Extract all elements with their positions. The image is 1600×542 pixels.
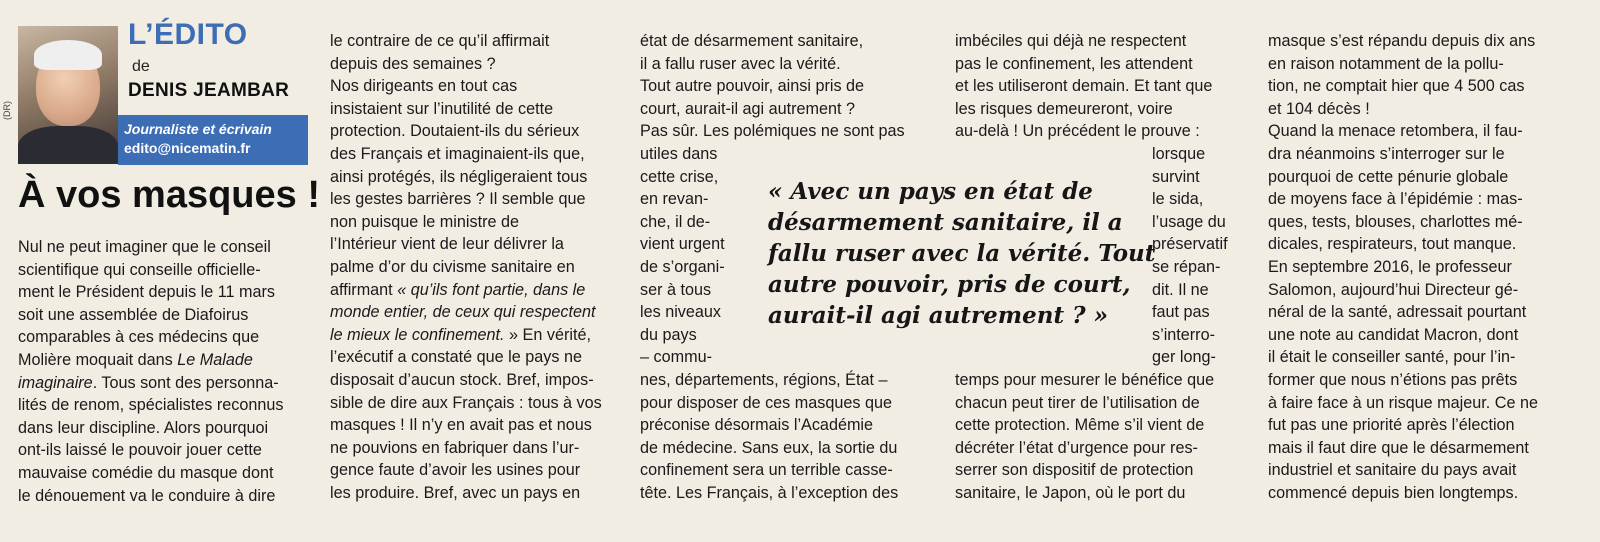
text-line: – commu- xyxy=(640,348,712,367)
text-line: protection. Doutaient-ils du sérieux xyxy=(330,122,580,141)
column-1 xyxy=(18,236,308,507)
text-line: s’interro- xyxy=(1152,325,1215,344)
column-3-top xyxy=(640,30,930,143)
pull-quote-line: aurait-il agi autrement ? » xyxy=(768,302,1108,329)
text-line: pourquoi de cette pénurie globale xyxy=(1268,167,1509,186)
text-line: le contraire de ce qu’il affirmait xyxy=(330,32,550,50)
text-line: masques ! Il n’y en avait pas et nous xyxy=(330,416,592,435)
text-line: lorsque xyxy=(1152,145,1206,163)
text-line: soit une assemblée de Diafoirus xyxy=(18,305,249,324)
text-line: dra néanmoins s’interroger sur le xyxy=(1268,144,1505,163)
text-line: fut pas une priorité après l’élection xyxy=(1268,416,1515,435)
text-line: former que nous n’étions pas prêts xyxy=(1268,370,1518,389)
text-line: faut pas xyxy=(1152,303,1210,322)
photo-hair xyxy=(34,40,102,70)
author-info-box xyxy=(118,115,308,165)
text-line: les gestes barrières ? Il semble que xyxy=(330,190,586,209)
text-line: non puisque le ministre de xyxy=(330,212,519,231)
text-line: dit. Il ne xyxy=(1152,280,1209,299)
author-photo xyxy=(18,26,118,164)
text-line: comparables à ces médecins que xyxy=(18,328,260,347)
column-5 xyxy=(1268,30,1578,504)
column-3-wrap xyxy=(640,143,750,369)
text-line: au-delà ! Un précédent le prouve : xyxy=(955,122,1200,141)
text-fragment: Molière moquait dans xyxy=(18,350,178,369)
text-line: ment le Président depuis le 11 mars xyxy=(18,283,276,302)
text-line: ne pouvions en fabriquer dans l’ur- xyxy=(330,438,580,457)
pull-quote-line: autre pouvoir, pris de court, xyxy=(768,271,1131,298)
text-line: cette protection. Même s’il vient de xyxy=(955,416,1205,435)
author-role: Journaliste et écrivain xyxy=(124,121,272,137)
pull-quote-line: désarmement sanitaire, il a xyxy=(768,209,1123,236)
text-line: dicales, respirateurs, tout manque. xyxy=(1268,235,1517,254)
text-line: pas le confinement, les attendent xyxy=(955,54,1193,73)
text-line: temps pour mesurer le bénéfice que xyxy=(955,371,1215,389)
text-line: serrer son dispositif de protection xyxy=(955,461,1194,480)
pull-quote-line: « Avec un pays en état de xyxy=(768,178,1093,205)
text-fragment: . Tous sont des personna- xyxy=(92,373,279,392)
text-line: mauvaise comédie du masque dont xyxy=(18,463,274,482)
text-line: ser à tous xyxy=(640,280,712,299)
text-line: se répan- xyxy=(1152,257,1221,276)
text-line: Nos dirigeants en tout cas xyxy=(330,77,518,96)
text-line: vient urgent xyxy=(640,235,725,254)
text-line: sible de dire aux Français : tous à vos xyxy=(330,393,602,412)
text-line: néral de la santé, adressait pourtant xyxy=(1268,303,1527,322)
text-line xyxy=(330,324,620,347)
text-line: tête. Les Français, à l’exception des xyxy=(640,483,899,502)
italic-title: Le Malade xyxy=(177,350,253,369)
text-line: lités de renom, spécialistes reconnus xyxy=(18,396,284,415)
text-line: depuis des semaines ? xyxy=(330,54,496,73)
text-line: insistaient sur l’inutilité de cette xyxy=(330,99,554,118)
text-line: tion, ne comptait hier que 4 500 cas xyxy=(1268,77,1525,96)
text-line: chacun peut tirer de l’utilisation de xyxy=(955,393,1200,412)
italic-title: imaginaire xyxy=(18,373,93,392)
text-line: les risques demeureront, voire xyxy=(955,99,1173,118)
text-line: il a fallu ruser avec la vérité. xyxy=(640,54,841,73)
text-line: Pas sûr. Les polémiques ne sont pas xyxy=(640,122,905,141)
section-label: L’ÉDITO xyxy=(128,18,248,51)
text-line: mais il faut dire que le désarmement xyxy=(1268,438,1529,457)
article-headline: À vos masques ! xyxy=(18,174,320,216)
photo-shoulders xyxy=(18,126,118,164)
text-line: ainsi protégés, ils négligeraient tous xyxy=(330,167,588,186)
text-line: industriel et sanitaire du pays avait xyxy=(1268,461,1517,480)
text-line: une note au candidat Macron, dont xyxy=(1268,325,1519,344)
text-line: commencé depuis bien longtemps. xyxy=(1268,483,1519,502)
text-line: et les utiliseront demain. Et tant que xyxy=(955,77,1213,96)
text-line: l’Intérieur vient de leur délivrer la xyxy=(330,235,564,254)
column-4-wrap xyxy=(1152,143,1252,369)
text-line: des Français et imaginaient-ils que, xyxy=(330,144,585,163)
pull-quote-line: fallu ruser avec la vérité. Tout xyxy=(768,240,1156,267)
author-email-link[interactable]: edito@nicematin.fr xyxy=(124,140,251,156)
text-line: palme d’or du civisme sanitaire en xyxy=(330,257,575,276)
text-line: et 104 décès ! xyxy=(1268,99,1370,118)
text-line: l’usage du xyxy=(1152,212,1226,231)
text-line: de moyens face à l’épidémie : mas- xyxy=(1268,190,1523,209)
text-line: le sida, xyxy=(1152,190,1204,209)
text-line: En septembre 2016, le professeur xyxy=(1268,257,1512,276)
column-3-bottom xyxy=(640,369,940,505)
text-line: masque s’est répandu depuis dix ans xyxy=(1268,32,1536,50)
text-line: état de désarmement sanitaire, xyxy=(640,32,864,50)
text-line: cette crise, xyxy=(640,167,719,186)
text-line: Tout autre pouvoir, ainsi pris de xyxy=(640,77,865,96)
text-line: en raison notamment de la pollu- xyxy=(1268,54,1504,73)
text-line: nes, départements, régions, État – xyxy=(640,371,888,389)
text-line: de s’organi- xyxy=(640,257,725,276)
text-line: préservatif xyxy=(1152,235,1228,254)
text-line: che, il de- xyxy=(640,212,711,231)
pull-quote xyxy=(768,176,1156,331)
text-line xyxy=(18,349,308,372)
byline-de: de xyxy=(132,58,150,75)
text-line: l’exécutif a constaté que le pays ne xyxy=(330,348,582,367)
column-4-top xyxy=(955,30,1245,143)
text-line: court, aurait-il agi autrement ? xyxy=(640,99,856,118)
text-line: Salomon, aujourd’hui Directeur gé- xyxy=(1268,280,1519,299)
text-line: préconise désormais l’Académie xyxy=(640,416,874,435)
text-line: disposait d’aucun stock. Bref, impos- xyxy=(330,370,594,389)
text-line: scientifique qui conseille officielle- xyxy=(18,260,261,279)
text-line: du pays xyxy=(640,325,697,344)
text-line: à faire face à un risque majeur. Ce ne xyxy=(1268,393,1538,412)
text-line: monde entier, de ceux qui respectent xyxy=(330,303,596,322)
text-line: en revan- xyxy=(640,190,709,209)
text-fragment: » En vérité, xyxy=(504,325,591,344)
text-line: le dénouement va le conduire à dire xyxy=(18,486,276,505)
text-line: survint xyxy=(1152,167,1200,186)
text-line: ont-ils laissé le pouvoir jouer cette xyxy=(18,441,262,460)
text-line: utiles dans xyxy=(640,145,718,163)
text-line: sanitaire, le Japon, où le port du xyxy=(955,483,1186,502)
text-line: dans leur discipline. Alors pourquoi xyxy=(18,418,269,437)
text-line: gence faute d’avoir les usines pour xyxy=(330,461,581,480)
text-line: de médecine. Sans eux, la sortie du xyxy=(640,438,898,457)
photo-credit: (DR) xyxy=(2,101,12,120)
quote-fragment: le mieux le confinement. xyxy=(330,325,505,344)
text-line xyxy=(330,279,620,302)
text-line: confinement sera un terrible casse- xyxy=(640,461,893,480)
quote-fragment: « qu’ils font partie, dans le xyxy=(397,280,586,299)
text-line xyxy=(18,372,308,395)
text-line: ger long- xyxy=(1152,348,1216,367)
author-name: DENIS JEAMBAR xyxy=(128,80,290,101)
text-line: décréter l’état d’urgence pour res- xyxy=(955,438,1198,457)
text-line: Quand la menace retombera, il fau- xyxy=(1268,122,1523,141)
text-line: les niveaux xyxy=(640,303,721,322)
text-line: les produire. Bref, avec un pays en xyxy=(330,483,581,502)
text-line: imbéciles qui déjà ne respectent xyxy=(955,32,1187,50)
column-2 xyxy=(330,30,620,504)
column-4-bottom xyxy=(955,369,1255,505)
text-line: ques, tests, blouses, charlottes mé- xyxy=(1268,212,1523,231)
text-line: il était le conseiller santé, pour l’in- xyxy=(1268,348,1516,367)
text-line: pour disposer de ces masques que xyxy=(640,393,892,412)
text-fragment: affirmant xyxy=(330,280,398,299)
text-line: Nul ne peut imaginer que le conseil xyxy=(18,238,271,256)
